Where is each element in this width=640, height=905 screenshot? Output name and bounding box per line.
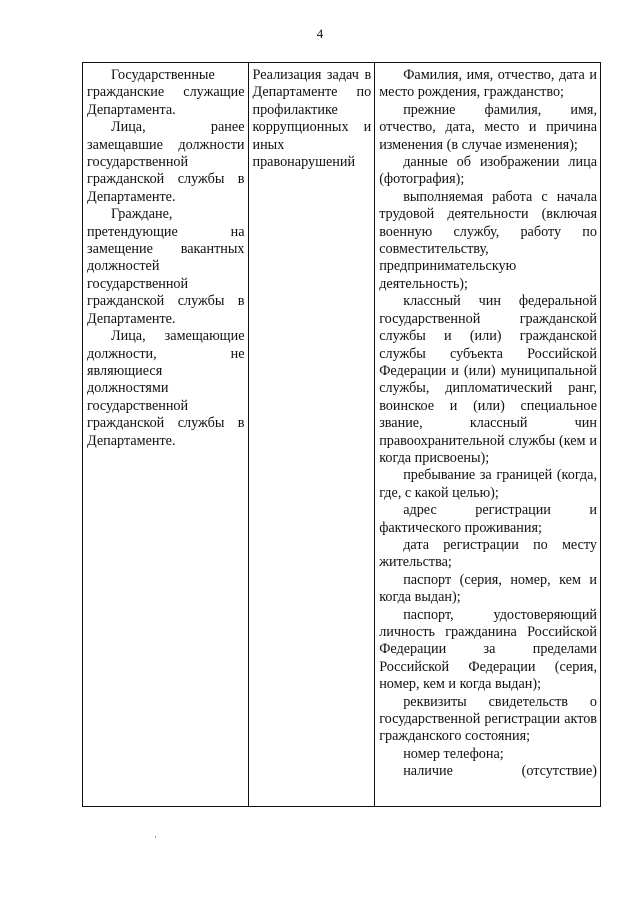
processing-purpose: Реализация задач в Департаменте по профилактике коррупционных и иных правонарушений	[252, 67, 372, 171]
subject-category: Государственные гражданские служащие Департамента.	[87, 67, 245, 118]
data-item: реквизиты свидетельств о государственной регистрации актов гражданского состояния;	[379, 693, 597, 745]
scan-artifact	[155, 836, 156, 838]
data-item: адрес регистрации и фактического проживания;	[379, 502, 597, 536]
subjects-cell	[83, 63, 249, 807]
subject-category: Лица, ранее замещавшие должности государственной гражданской службы в Департаменте.	[87, 119, 245, 205]
data-item: пребывание за границей (когда, где, с какой целью);	[379, 467, 597, 501]
subject-category: Граждане, претендующие на замещение вакантных должностей государственной гражданской службы в Департаменте.	[87, 206, 245, 327]
data-list-cell	[375, 63, 601, 807]
purpose-cell	[248, 63, 375, 807]
data-item: паспорт, удостоверяющий личность гражданина Российской Федерации за пределами Российской Федерации (серия, номер, кем и когда выдан);	[379, 606, 597, 693]
personal-data-table	[82, 62, 601, 807]
page-number: 4	[316, 26, 324, 41]
data-item: номер телефона;	[403, 745, 504, 762]
data-item: классный чин федеральной государственной гражданской службы и (или) гражданской службы субъекта Российской Федерации и (или) муниципальной службы, дипломатический ранг, воинское и (или) специальное звание, классный чин правоохранительной службы (кем и когда присвоены);	[379, 293, 597, 466]
data-item: Фамилия, имя, отчество, дата и место рождения, гражданство;	[379, 67, 597, 101]
data-item: наличие (отсутствие)	[403, 763, 597, 780]
table-row	[83, 63, 601, 807]
data-item: выполняемая работа с начала трудовой деятельности (включая военную службу, работу по совместительству, предпринимательскую деятельность);	[379, 188, 597, 292]
data-item: паспорт (серия, номер, кем и когда выдан);	[379, 571, 597, 606]
data-item: данные об изображении лица (фотография);	[379, 154, 597, 188]
subject-category: Лица, замещающие должности, не являющиеся должностями государственной гражданской службы в Департаменте.	[87, 328, 245, 449]
data-item: дата регистрации по месту жительства;	[379, 536, 597, 571]
data-item: прежние фамилия, имя, отчество, дата, место и причина изменения (в случае изменения);	[379, 101, 597, 153]
